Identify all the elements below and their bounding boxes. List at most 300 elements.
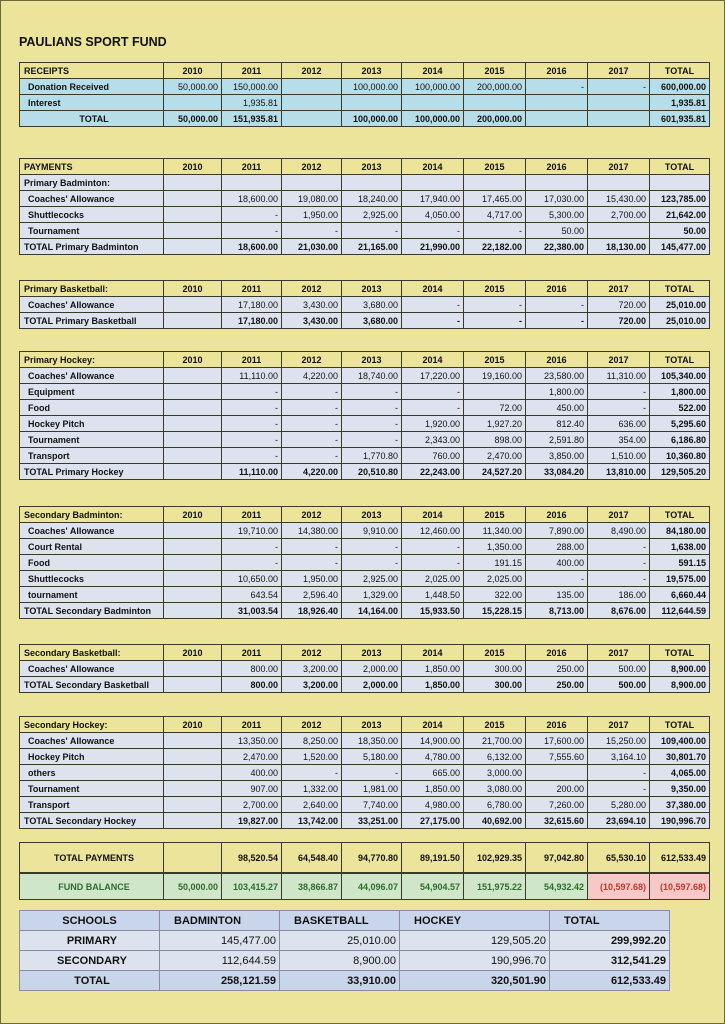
row-label: SECONDARY [20, 951, 160, 971]
column-header: 2014 [402, 352, 464, 368]
row-label: Food [20, 400, 164, 416]
value-cell: 33,251.00 [342, 813, 402, 829]
row-label: Tournament [20, 432, 164, 448]
empty-cell [402, 175, 464, 191]
value-cell: 1,329.00 [342, 587, 402, 603]
value-cell: 64,548.40 [282, 843, 342, 873]
empty-cell [342, 175, 402, 191]
value-cell: - [402, 555, 464, 571]
section-heading: Secondary Basketball: [20, 645, 164, 661]
column-header: 2010 [164, 159, 222, 175]
row-label: PRIMARY [20, 931, 160, 951]
value-cell: (10,597.68) [588, 874, 650, 900]
row-label: Equipment [20, 384, 164, 400]
payments-section-table [19, 716, 710, 829]
section-heading: Secondary Badminton: [20, 507, 164, 523]
value-cell: 129,505.20 [650, 464, 710, 480]
value-cell: 3,430.00 [282, 313, 342, 329]
payments-section-table [19, 644, 710, 693]
value-cell [164, 797, 222, 813]
column-header: TOTAL [650, 645, 710, 661]
value-cell: 4,717.00 [464, 207, 526, 223]
value-cell: 11,310.00 [588, 368, 650, 384]
value-cell: 23,694.10 [588, 813, 650, 829]
table-row [20, 368, 710, 384]
value-cell: 13,350.00 [222, 733, 282, 749]
value-cell: 3,430.00 [282, 297, 342, 313]
value-cell: 21,700.00 [464, 733, 526, 749]
table-row [20, 384, 710, 400]
value-cell: 103,415.27 [222, 874, 282, 900]
value-cell: 898.00 [464, 432, 526, 448]
column-header: 2017 [588, 63, 650, 79]
value-cell: 1,850.00 [402, 781, 464, 797]
value-cell: 18,600.00 [222, 239, 282, 255]
total-row [20, 239, 710, 255]
column-header: 2012 [282, 717, 342, 733]
value-cell: 50,000.00 [164, 111, 222, 127]
value-cell: 33,084.20 [526, 464, 588, 480]
value-cell: - [588, 765, 650, 781]
value-cell: - [222, 400, 282, 416]
value-cell: 600,000.00 [650, 79, 710, 95]
column-header: 2016 [526, 507, 588, 523]
value-cell: - [282, 765, 342, 781]
column-header: 2015 [464, 159, 526, 175]
value-cell: 22,380.00 [526, 239, 588, 255]
row-label: TOTAL Secondary Basketball [20, 677, 164, 693]
value-cell: - [588, 384, 650, 400]
value-cell: 200.00 [526, 781, 588, 797]
value-cell: 2,640.00 [282, 797, 342, 813]
value-cell: 636.00 [588, 416, 650, 432]
value-cell: 800.00 [222, 677, 282, 693]
value-cell: 14,380.00 [282, 523, 342, 539]
table-row [20, 797, 710, 813]
value-cell: 97,042.80 [526, 843, 588, 873]
value-cell: 15,933.50 [402, 603, 464, 619]
value-cell: 145,477.00 [650, 239, 710, 255]
value-cell: - [588, 571, 650, 587]
total-row [20, 603, 710, 619]
value-cell: 1,935.81 [222, 95, 282, 111]
value-cell: 15,250.00 [588, 733, 650, 749]
table-row [20, 661, 710, 677]
row-label: TOTAL [20, 111, 164, 127]
value-cell: 2,000.00 [342, 661, 402, 677]
value-cell: 22,243.00 [402, 464, 464, 480]
value-cell: - [588, 539, 650, 555]
value-cell: 32,615.60 [526, 813, 588, 829]
column-header: 2014 [402, 717, 464, 733]
value-cell [164, 384, 222, 400]
value-cell: 109,400.00 [650, 733, 710, 749]
column-header: 2015 [464, 645, 526, 661]
value-cell: 25,010.00 [650, 313, 710, 329]
value-cell [164, 603, 222, 619]
column-header: 2013 [342, 717, 402, 733]
value-cell: 6,186.80 [650, 432, 710, 448]
summary-row [20, 951, 670, 971]
row-label: TOTAL Secondary Badminton [20, 603, 164, 619]
column-header: 2017 [588, 352, 650, 368]
value-cell: - [342, 223, 402, 239]
column-header: 2010 [164, 63, 222, 79]
value-cell [588, 111, 650, 127]
table-header-row [20, 507, 710, 523]
value-cell: 22,182.00 [464, 239, 526, 255]
value-cell: 1,520.00 [282, 749, 342, 765]
value-cell: 8,250.00 [282, 733, 342, 749]
value-cell: 3,680.00 [342, 313, 402, 329]
section-heading: Secondary Hockey: [20, 717, 164, 733]
value-cell: 37,380.00 [650, 797, 710, 813]
row-label: Shuttlecocks [20, 571, 164, 587]
column-header: 2017 [588, 159, 650, 175]
value-cell: 4,065.00 [650, 765, 710, 781]
table-row [20, 95, 710, 111]
value-cell: 1,332.00 [282, 781, 342, 797]
value-cell [526, 111, 588, 127]
column-header: 2014 [402, 507, 464, 523]
value-cell: 1,927.20 [464, 416, 526, 432]
value-cell: - [222, 384, 282, 400]
value-cell: 191.15 [464, 555, 526, 571]
value-cell: 105,340.00 [650, 368, 710, 384]
value-cell: 30,801.70 [650, 749, 710, 765]
column-header: 2013 [342, 352, 402, 368]
row-label: Transport [20, 448, 164, 464]
value-cell: 320,501.90 [400, 971, 550, 991]
value-cell: 14,164.00 [342, 603, 402, 619]
value-cell: 17,940.00 [402, 191, 464, 207]
empty-cell [282, 175, 342, 191]
value-cell: - [342, 555, 402, 571]
value-cell: - [342, 416, 402, 432]
value-cell: 8,900.00 [650, 661, 710, 677]
row-label: Hockey Pitch [20, 416, 164, 432]
row-label: Tournament [20, 223, 164, 239]
value-cell [164, 416, 222, 432]
column-header: 2014 [402, 645, 464, 661]
table-row [20, 191, 710, 207]
value-cell: 720.00 [588, 297, 650, 313]
value-cell: - [282, 555, 342, 571]
value-cell: 19,827.00 [222, 813, 282, 829]
value-cell: 65,530.10 [588, 843, 650, 873]
value-cell: - [222, 416, 282, 432]
value-cell: 601,935.81 [650, 111, 710, 127]
value-cell: 1,448.50 [402, 587, 464, 603]
value-cell: 20,510.80 [342, 464, 402, 480]
column-header: 2012 [282, 507, 342, 523]
row-label: Coaches' Allowance [20, 733, 164, 749]
value-cell: 15,228.15 [464, 603, 526, 619]
value-cell [164, 781, 222, 797]
value-cell: 15,430.00 [588, 191, 650, 207]
subheading-row [20, 175, 710, 191]
row-label: Coaches' Allowance [20, 368, 164, 384]
column-header: TOTAL [650, 352, 710, 368]
value-cell: 19,710.00 [222, 523, 282, 539]
value-cell: 94,770.80 [342, 843, 402, 873]
value-cell: 38,866.87 [282, 874, 342, 900]
value-cell: 522.00 [650, 400, 710, 416]
value-cell: - [402, 384, 464, 400]
value-cell [164, 223, 222, 239]
value-cell: - [282, 539, 342, 555]
value-cell: - [342, 384, 402, 400]
value-cell [402, 95, 464, 111]
value-cell: 21,990.00 [402, 239, 464, 255]
value-cell: 354.00 [588, 432, 650, 448]
value-cell [164, 448, 222, 464]
value-cell [164, 400, 222, 416]
value-cell: - [464, 297, 526, 313]
value-cell: 14,900.00 [402, 733, 464, 749]
value-cell: 12,460.00 [402, 523, 464, 539]
value-cell: - [342, 432, 402, 448]
value-cell: 300.00 [464, 677, 526, 693]
value-cell: - [526, 313, 588, 329]
value-cell: 18,350.00 [342, 733, 402, 749]
table-header-row [20, 63, 710, 79]
row-label: TOTAL PAYMENTS [20, 843, 164, 873]
value-cell: 11,340.00 [464, 523, 526, 539]
column-header: 2012 [282, 63, 342, 79]
value-cell: 8,713.00 [526, 603, 588, 619]
value-cell: 13,810.00 [588, 464, 650, 480]
value-cell: 1,638.00 [650, 539, 710, 555]
value-cell: 17,030.00 [526, 191, 588, 207]
value-cell: 98,520.54 [222, 843, 282, 873]
table-row [20, 733, 710, 749]
total-row [20, 313, 710, 329]
empty-cell [526, 175, 588, 191]
table-row [20, 523, 710, 539]
payments-section-table [19, 506, 710, 619]
value-cell: 40,692.00 [464, 813, 526, 829]
value-cell: 2,700.00 [222, 797, 282, 813]
value-cell: - [402, 400, 464, 416]
payments-section-table [19, 351, 710, 480]
value-cell: 450.00 [526, 400, 588, 416]
value-cell: 21,165.00 [342, 239, 402, 255]
value-cell: 112,644.59 [160, 951, 280, 971]
column-header: 2017 [588, 645, 650, 661]
value-cell: 3,000.00 [464, 765, 526, 781]
table-row [20, 843, 710, 873]
value-cell: 2,343.00 [402, 432, 464, 448]
value-cell: - [526, 297, 588, 313]
value-cell: 50,000.00 [164, 79, 222, 95]
value-cell: 500.00 [588, 661, 650, 677]
section-heading: PAYMENTS [20, 159, 164, 175]
value-cell: 3,164.10 [588, 749, 650, 765]
section-heading: Primary Basketball: [20, 281, 164, 297]
column-header: 2017 [588, 717, 650, 733]
row-label: Coaches' Allowance [20, 191, 164, 207]
value-cell: 2,700.00 [588, 207, 650, 223]
value-cell: 84,180.00 [650, 523, 710, 539]
summary-header-row [20, 911, 670, 931]
column-header: 2016 [526, 63, 588, 79]
value-cell: 25,010.00 [650, 297, 710, 313]
column-header: 2010 [164, 352, 222, 368]
table-row [20, 874, 710, 900]
table-row [20, 765, 710, 781]
value-cell: 3,200.00 [282, 661, 342, 677]
table-row [20, 781, 710, 797]
payments-section-table [19, 158, 710, 255]
value-cell [164, 813, 222, 829]
receipts-table [19, 62, 710, 127]
value-cell: 5,295.60 [650, 416, 710, 432]
value-cell [164, 523, 222, 539]
value-cell: 4,780.00 [402, 749, 464, 765]
value-cell [282, 79, 342, 95]
row-label: Court Rental [20, 539, 164, 555]
value-cell: 18,130.00 [588, 239, 650, 255]
empty-cell [464, 175, 526, 191]
value-cell: 300.00 [464, 661, 526, 677]
table-row [20, 79, 710, 95]
value-cell: - [282, 448, 342, 464]
column-header: BASKETBALL [280, 911, 400, 931]
row-label: others [20, 765, 164, 781]
table-row [20, 297, 710, 313]
row-label: Food [20, 555, 164, 571]
value-cell: 18,926.40 [282, 603, 342, 619]
value-cell: - [588, 555, 650, 571]
column-header: TOTAL [650, 159, 710, 175]
row-label: Interest [20, 95, 164, 111]
empty-cell [222, 175, 282, 191]
value-cell: 4,220.00 [282, 464, 342, 480]
value-cell: 1,935.81 [650, 95, 710, 111]
value-cell: 1,800.00 [526, 384, 588, 400]
column-header: 2012 [282, 352, 342, 368]
value-cell: 612,533.49 [550, 971, 670, 991]
value-cell: 31,003.54 [222, 603, 282, 619]
column-header: 2011 [222, 63, 282, 79]
value-cell: 186.00 [588, 587, 650, 603]
value-cell: 4,980.00 [402, 797, 464, 813]
row-label: TOTAL Primary Hockey [20, 464, 164, 480]
row-label: TOTAL Secondary Hockey [20, 813, 164, 829]
value-cell: 11,110.00 [222, 368, 282, 384]
value-cell [164, 95, 222, 111]
section-heading: Primary Hockey: [20, 352, 164, 368]
value-cell [164, 207, 222, 223]
value-cell: 9,350.00 [650, 781, 710, 797]
value-cell [526, 95, 588, 111]
value-cell: - [222, 207, 282, 223]
value-cell: 151,975.22 [464, 874, 526, 900]
column-header: 2017 [588, 507, 650, 523]
value-cell: - [402, 539, 464, 555]
row-label: Donation Received [20, 79, 164, 95]
value-cell: 10,360.80 [650, 448, 710, 464]
value-cell: 8,676.00 [588, 603, 650, 619]
value-cell: 720.00 [588, 313, 650, 329]
row-label: Tournament [20, 781, 164, 797]
value-cell: 5,300.00 [526, 207, 588, 223]
table-row [20, 539, 710, 555]
column-header: 2013 [342, 281, 402, 297]
value-cell [164, 464, 222, 480]
value-cell: 112,644.59 [650, 603, 710, 619]
value-cell: 100,000.00 [402, 111, 464, 127]
value-cell: - [342, 765, 402, 781]
column-header: 2015 [464, 507, 526, 523]
value-cell: 612,533.49 [650, 843, 710, 873]
value-cell: 3,080.00 [464, 781, 526, 797]
value-cell: 50,000.00 [164, 874, 222, 900]
total-payments-table [19, 842, 710, 873]
row-label: Hockey Pitch [20, 749, 164, 765]
row-label: TOTAL [20, 971, 160, 991]
column-header: 2011 [222, 507, 282, 523]
empty-cell [650, 175, 710, 191]
column-header: 2016 [526, 281, 588, 297]
value-cell [164, 313, 222, 329]
value-cell: 50.00 [526, 223, 588, 239]
value-cell: 54,904.57 [402, 874, 464, 900]
row-label: Transport [20, 797, 164, 813]
value-cell [282, 111, 342, 127]
value-cell: 17,465.00 [464, 191, 526, 207]
value-cell [164, 587, 222, 603]
value-cell: - [282, 432, 342, 448]
total-row [20, 111, 710, 127]
value-cell: 150,000.00 [222, 79, 282, 95]
column-header: 2011 [222, 717, 282, 733]
value-cell: 54,932.42 [526, 874, 588, 900]
value-cell: 24,527.20 [464, 464, 526, 480]
column-header: 2013 [342, 645, 402, 661]
column-header: 2015 [464, 63, 526, 79]
value-cell: 250.00 [526, 677, 588, 693]
row-label: Coaches' Allowance [20, 297, 164, 313]
payments-section-table [19, 280, 710, 329]
value-cell: - [588, 781, 650, 797]
value-cell: 135.00 [526, 587, 588, 603]
table-row [20, 587, 710, 603]
value-cell: 2,025.00 [464, 571, 526, 587]
table-header-row [20, 645, 710, 661]
value-cell: - [222, 223, 282, 239]
value-cell: 72.00 [464, 400, 526, 416]
summary-table [19, 910, 670, 991]
value-cell: 322.00 [464, 587, 526, 603]
value-cell: 21,030.00 [282, 239, 342, 255]
value-cell: 7,260.00 [526, 797, 588, 813]
value-cell: 1,950.00 [282, 571, 342, 587]
value-cell: 17,220.00 [402, 368, 464, 384]
table-row [20, 207, 710, 223]
value-cell [164, 239, 222, 255]
summary-row [20, 931, 670, 951]
column-header: 2011 [222, 645, 282, 661]
value-cell: 400.00 [526, 555, 588, 571]
column-header: 2015 [464, 352, 526, 368]
value-cell [588, 95, 650, 111]
value-cell: 7,555.60 [526, 749, 588, 765]
value-cell [164, 749, 222, 765]
value-cell: 8,900.00 [650, 677, 710, 693]
value-cell: 7,740.00 [342, 797, 402, 813]
